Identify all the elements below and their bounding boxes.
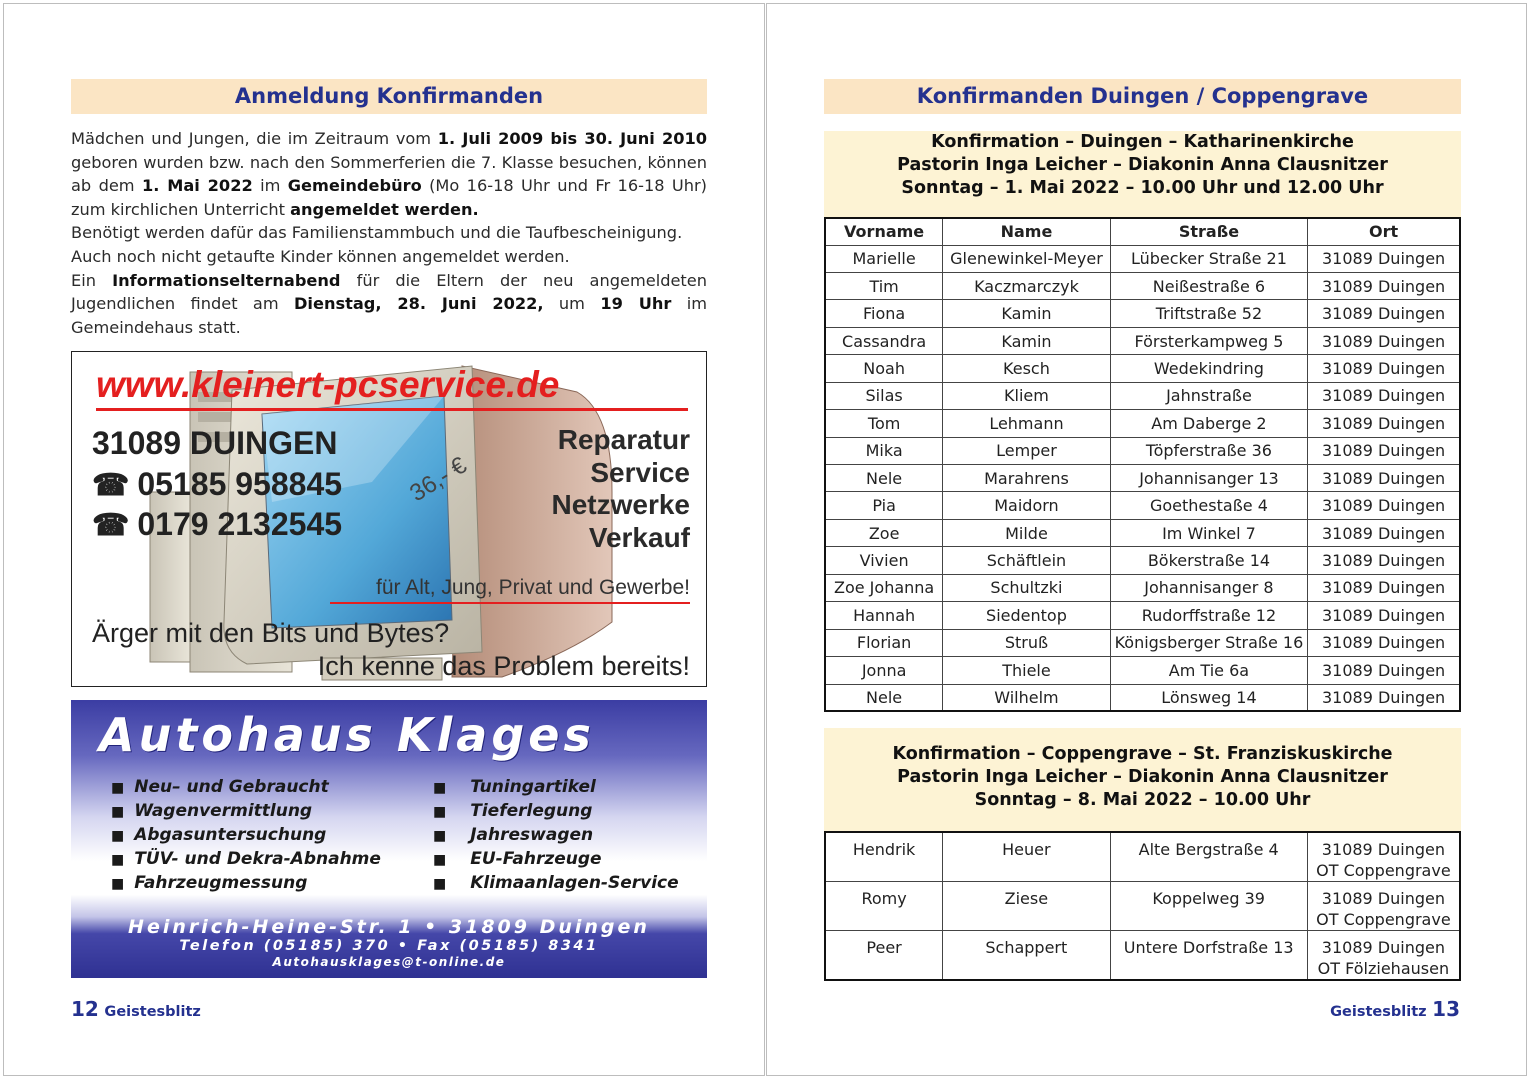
pc-ad-slogan-question: Ärger mit den Bits und Bytes? (92, 618, 450, 648)
text-segment: im (252, 176, 288, 196)
autohaus-service-item: ■ Abgasuntersuchung (111, 824, 381, 848)
pc-ad-city: 31089 DUINGEN (92, 425, 338, 461)
location-city: 31089 Duingen (1321, 938, 1445, 957)
coppengrave-info-line: Pastorin Inga Leicher – Diakonin Anna Clausnitzer (897, 767, 1388, 787)
table-row (825, 882, 1460, 931)
table-cell: Pia (825, 492, 943, 519)
table-cell: 31089 Duingen (1308, 657, 1460, 684)
table-row (825, 465, 1460, 492)
table-cell: Nele (825, 684, 943, 711)
table-cell: Lemper (943, 437, 1110, 464)
table-cell: Tim (825, 272, 943, 299)
emphasis-text: angemeldet werden. (290, 199, 479, 219)
table-cell: Kamin (943, 327, 1110, 354)
intro-paragraph-documents: Benötigt werden dafür das Familienstammbuch und die Taufbescheinigung. Auch noch nicht getaufte Kinder können angemeldet werden. (71, 223, 683, 266)
table-cell: Lönsweg 14 (1110, 684, 1307, 711)
table-cell: Schultzki (943, 574, 1110, 601)
table-row (825, 519, 1460, 546)
table-cell: Töpferstraße 36 (1110, 437, 1307, 464)
table-header-row (825, 218, 1460, 245)
table-row (825, 547, 1460, 574)
table-cell: Vivien (825, 547, 943, 574)
coppengrave-info-line: Sonntag – 8. Mai 2022 – 10.00 Uhr (974, 790, 1311, 810)
table-cell: Kesch (943, 355, 1110, 382)
autohaus-service-item: ■ Klimaanlagen-Service (433, 872, 679, 896)
autohaus-services-left (111, 776, 381, 896)
table-row (825, 657, 1460, 684)
table-row (825, 492, 1460, 519)
pc-service-ad (71, 351, 707, 687)
pc-ad-services (551, 424, 690, 554)
pc-ad-service: Reparatur (557, 424, 690, 455)
left-page-footer (71, 997, 201, 1021)
table-row (825, 832, 1460, 882)
table-row (825, 272, 1460, 299)
table-cell: Untere Dorfstraße 13 (1110, 931, 1307, 981)
autohaus-email[interactable]: Autohausklages@t-online.de (272, 955, 506, 969)
autohaus-service-item: ■ Neu– und Gebraucht (111, 776, 381, 800)
table-cell: Nele (825, 465, 943, 492)
table-cell: 31089 Duingen (1308, 629, 1460, 656)
autohaus-phone-fax: Telefon (05185) 370 • Fax (05185) 8341 (179, 938, 599, 954)
table-cell: Kaczmarczyk (943, 272, 1110, 299)
table-cell: Ziese (943, 882, 1110, 931)
autohaus-service-item: ■ TÜV- und Dekra-Abnahme (111, 848, 381, 872)
table-cell: Rudorffstraße 12 (1110, 602, 1307, 629)
column-header: Straße (1110, 218, 1307, 245)
table-cell: 31089 Duingen (1308, 602, 1460, 629)
left-page-heading: Anmeldung Konfirmanden (71, 79, 707, 114)
coppengrave-confirmation-info (824, 728, 1461, 831)
table-cell: 31089 Duingen (1308, 547, 1460, 574)
table-cell: Am Tie 6a (1110, 657, 1307, 684)
page-number: 13 (1432, 997, 1460, 1021)
pc-ad-phone-2 (92, 506, 342, 543)
table-cell: Glenewinkel-Meyer (943, 245, 1110, 272)
table-cell: Romy (825, 882, 943, 931)
table-cell: 31089 Duingen (1308, 519, 1460, 546)
column-header: Ort (1308, 218, 1460, 245)
location-district: OT Fölziehausen (1317, 959, 1450, 978)
text-segment: Mädchen und Jungen, die im Zeitraum vom (71, 129, 438, 148)
pc-ad-url[interactable]: www.kleinert-pcservice.de (96, 364, 560, 405)
autohaus-service-item: ■ EU-Fahrzeuge (433, 848, 679, 872)
pc-ad-service: Netzwerke (551, 489, 690, 520)
emphasis-text: Gemeindebüro (287, 176, 422, 196)
table-cell: Hannah (825, 602, 943, 629)
pc-ad-url-underline (96, 408, 688, 411)
table-cell-location (1307, 931, 1460, 981)
table-cell: Cassandra (825, 327, 943, 354)
table-cell: 31089 Duingen (1308, 437, 1460, 464)
table-cell: Zoe (825, 519, 943, 546)
intro-text (71, 127, 707, 339)
table-cell: Kliem (943, 382, 1110, 409)
table-cell: Johannisanger 8 (1110, 574, 1307, 601)
autohaus-service-item: ■ Fahrzeugmessung (111, 872, 381, 896)
duingen-confirmation-info (824, 131, 1461, 217)
table-cell: Jahnstraße (1110, 382, 1307, 409)
table-row (825, 684, 1460, 711)
table-cell: Fiona (825, 300, 943, 327)
table-cell: 31089 Duingen (1308, 245, 1460, 272)
emphasis-text: Informationselternabend (112, 270, 341, 290)
text-segment: für die Eltern der neu angemeldeten Jugendlichen findet am (71, 270, 708, 314)
table-cell: 31089 Duingen (1308, 410, 1460, 437)
table-cell: Koppelweg 39 (1110, 882, 1307, 931)
autohaus-service-item: ■ Jahreswagen (433, 824, 679, 848)
table-cell: 31089 Duingen (1308, 272, 1460, 299)
table-row (825, 602, 1460, 629)
table-cell: 31089 Duingen (1308, 465, 1460, 492)
table-cell-location (1307, 832, 1460, 882)
table-cell: 31089 Duingen (1308, 355, 1460, 382)
duingen-info-line: Pastorin Inga Leicher – Diakonin Anna Clausnitzer (897, 155, 1388, 175)
table-cell: Försterkampweg 5 (1110, 327, 1307, 354)
table-cell: Kamin (943, 300, 1110, 327)
table-cell: Königsberger Straße 16 (1110, 629, 1307, 656)
table-cell: Hendrik (825, 832, 943, 882)
table-row (825, 382, 1460, 409)
table-cell: Im Winkel 7 (1110, 519, 1307, 546)
pc-ad-service: Service (590, 456, 690, 488)
duingen-info-line: Sonntag – 1. Mai 2022 – 10.00 Uhr und 12.00 Uhr (901, 178, 1384, 198)
table-cell: Mika (825, 437, 943, 464)
pc-ad-price: 36,- € (405, 451, 472, 508)
table-cell: Thiele (943, 657, 1110, 684)
table-cell: Noah (825, 355, 943, 382)
text-segment: Ein (71, 270, 113, 290)
autohaus-service-item: ■ Tieferlegung (433, 800, 679, 824)
text-segment: um (543, 294, 601, 314)
pc-ad-phone-number: 0179 2132545 (137, 506, 343, 542)
table-cell: Johannisanger 13 (1110, 465, 1307, 492)
text-segment: im Gemeindehaus statt. (71, 294, 707, 337)
table-row (825, 437, 1460, 464)
location-district: OT Coppengrave (1316, 910, 1451, 929)
pc-ad-phone-number: 05185 958845 (137, 466, 343, 502)
coppengrave-info-line: Konfirmation – Coppengrave – St. Franziskuskirche (892, 744, 1393, 764)
table-cell: 31089 Duingen (1308, 492, 1460, 519)
table-cell: 31089 Duingen (1308, 382, 1460, 409)
table-cell: Schappert (943, 931, 1110, 981)
table-cell-location (1307, 882, 1460, 931)
right-page-footer (1330, 997, 1460, 1021)
table-cell: Am Daberge 2 (1110, 410, 1307, 437)
magazine-name: Geistesblitz (1330, 1004, 1427, 1020)
telephone-icon: ☎ (92, 509, 130, 542)
table-cell: 31089 Duingen (1308, 300, 1460, 327)
table-cell: Tom (825, 410, 943, 437)
table-cell: Heuer (943, 832, 1110, 882)
table-row (825, 327, 1460, 354)
autohaus-address: Heinrich-Heine-Str. 1 • 31809 Duingen (128, 916, 650, 938)
table-row (825, 574, 1460, 601)
table-cell: Zoe Johanna (825, 574, 943, 601)
autohaus-services-right (433, 776, 679, 896)
table-cell: Milde (943, 519, 1110, 546)
emphasis-text: 1. Juli 2009 bis 30. Juni 2010 (437, 129, 708, 148)
right-page-heading: Konfirmanden Duingen / Coppengrave (824, 79, 1461, 114)
emphasis-text: 19 Uhr (600, 294, 672, 314)
table-cell: Lübecker Straße 21 (1110, 245, 1307, 272)
table-cell: Wedekindring (1110, 355, 1307, 382)
table-cell: Struß (943, 629, 1110, 656)
magazine-name: Geistesblitz (104, 1004, 201, 1020)
table-cell: Marielle (825, 245, 943, 272)
table-cell: Florian (825, 629, 943, 656)
table-row (825, 629, 1460, 656)
pc-ad-tagline-underline (330, 602, 690, 604)
table-cell: Peer (825, 931, 943, 981)
column-header: Name (943, 218, 1110, 245)
pc-ad-tagline: für Alt, Jung, Privat und Gewerbe! (376, 576, 690, 599)
text-segment: (Mo 16-18 Uhr und Fr 16-18 Uhr) zum kirchlichen Unterricht (71, 176, 708, 219)
autohaus-service-item: ■ Wagenvermittlung (111, 800, 381, 824)
table-cell: Silas (825, 382, 943, 409)
table-cell: Triftstraße 52 (1110, 300, 1307, 327)
table-cell: Marahrens (943, 465, 1110, 492)
table-cell: Siedentop (943, 602, 1110, 629)
table-row (825, 300, 1460, 327)
coppengrave-confirmands-table (824, 831, 1461, 981)
intro-paragraph-registration (71, 127, 707, 221)
location-district: OT Coppengrave (1316, 861, 1451, 880)
table-cell: 31089 Duingen (1308, 684, 1460, 711)
table-cell: Bökerstraße 14 (1110, 547, 1307, 574)
table-cell: Maidorn (943, 492, 1110, 519)
intro-paragraph-parents-evening (71, 269, 707, 340)
text-segment: geboren wurden bzw. nach den Sommerferien die 7. Klasse besuchen, können ab dem (71, 152, 707, 196)
duingen-info-line: Konfirmation – Duingen – Katharinenkirche (931, 132, 1354, 152)
location-city: 31089 Duingen (1321, 840, 1445, 859)
autohaus-title: Autohaus Klages (99, 708, 595, 762)
pc-ad-slogan-answer: Ich kenne das Problem bereits! (317, 651, 690, 681)
table-cell: Goethestaße 4 (1110, 492, 1307, 519)
table-row (825, 410, 1460, 437)
telephone-icon: ☎ (92, 469, 130, 502)
table-cell: Schäftlein (943, 547, 1110, 574)
table-cell: Neißestraße 6 (1110, 272, 1307, 299)
table-cell: Alte Bergstraße 4 (1110, 832, 1307, 882)
table-row (825, 245, 1460, 272)
emphasis-text: 1. Mai 2022 (141, 176, 253, 196)
autohaus-service-item: ■ Tuningartikel (433, 776, 679, 800)
column-header: Vorname (825, 218, 943, 245)
table-row (825, 355, 1460, 382)
autohaus-ad (71, 700, 707, 978)
table-cell: Lehmann (943, 410, 1110, 437)
duingen-confirmands-table (824, 217, 1461, 712)
table-row (825, 931, 1460, 981)
table-cell: Jonna (825, 657, 943, 684)
pc-ad-phone-1 (92, 466, 342, 503)
table-cell: Wilhelm (943, 684, 1110, 711)
emphasis-text: Dienstag, 28. Juni 2022, (293, 294, 544, 314)
table-cell: 31089 Duingen (1308, 327, 1460, 354)
table-cell: 31089 Duingen (1308, 574, 1460, 601)
pc-ad-service: Verkauf (588, 521, 690, 553)
page-number: 12 (71, 997, 99, 1021)
location-city: 31089 Duingen (1321, 889, 1445, 908)
